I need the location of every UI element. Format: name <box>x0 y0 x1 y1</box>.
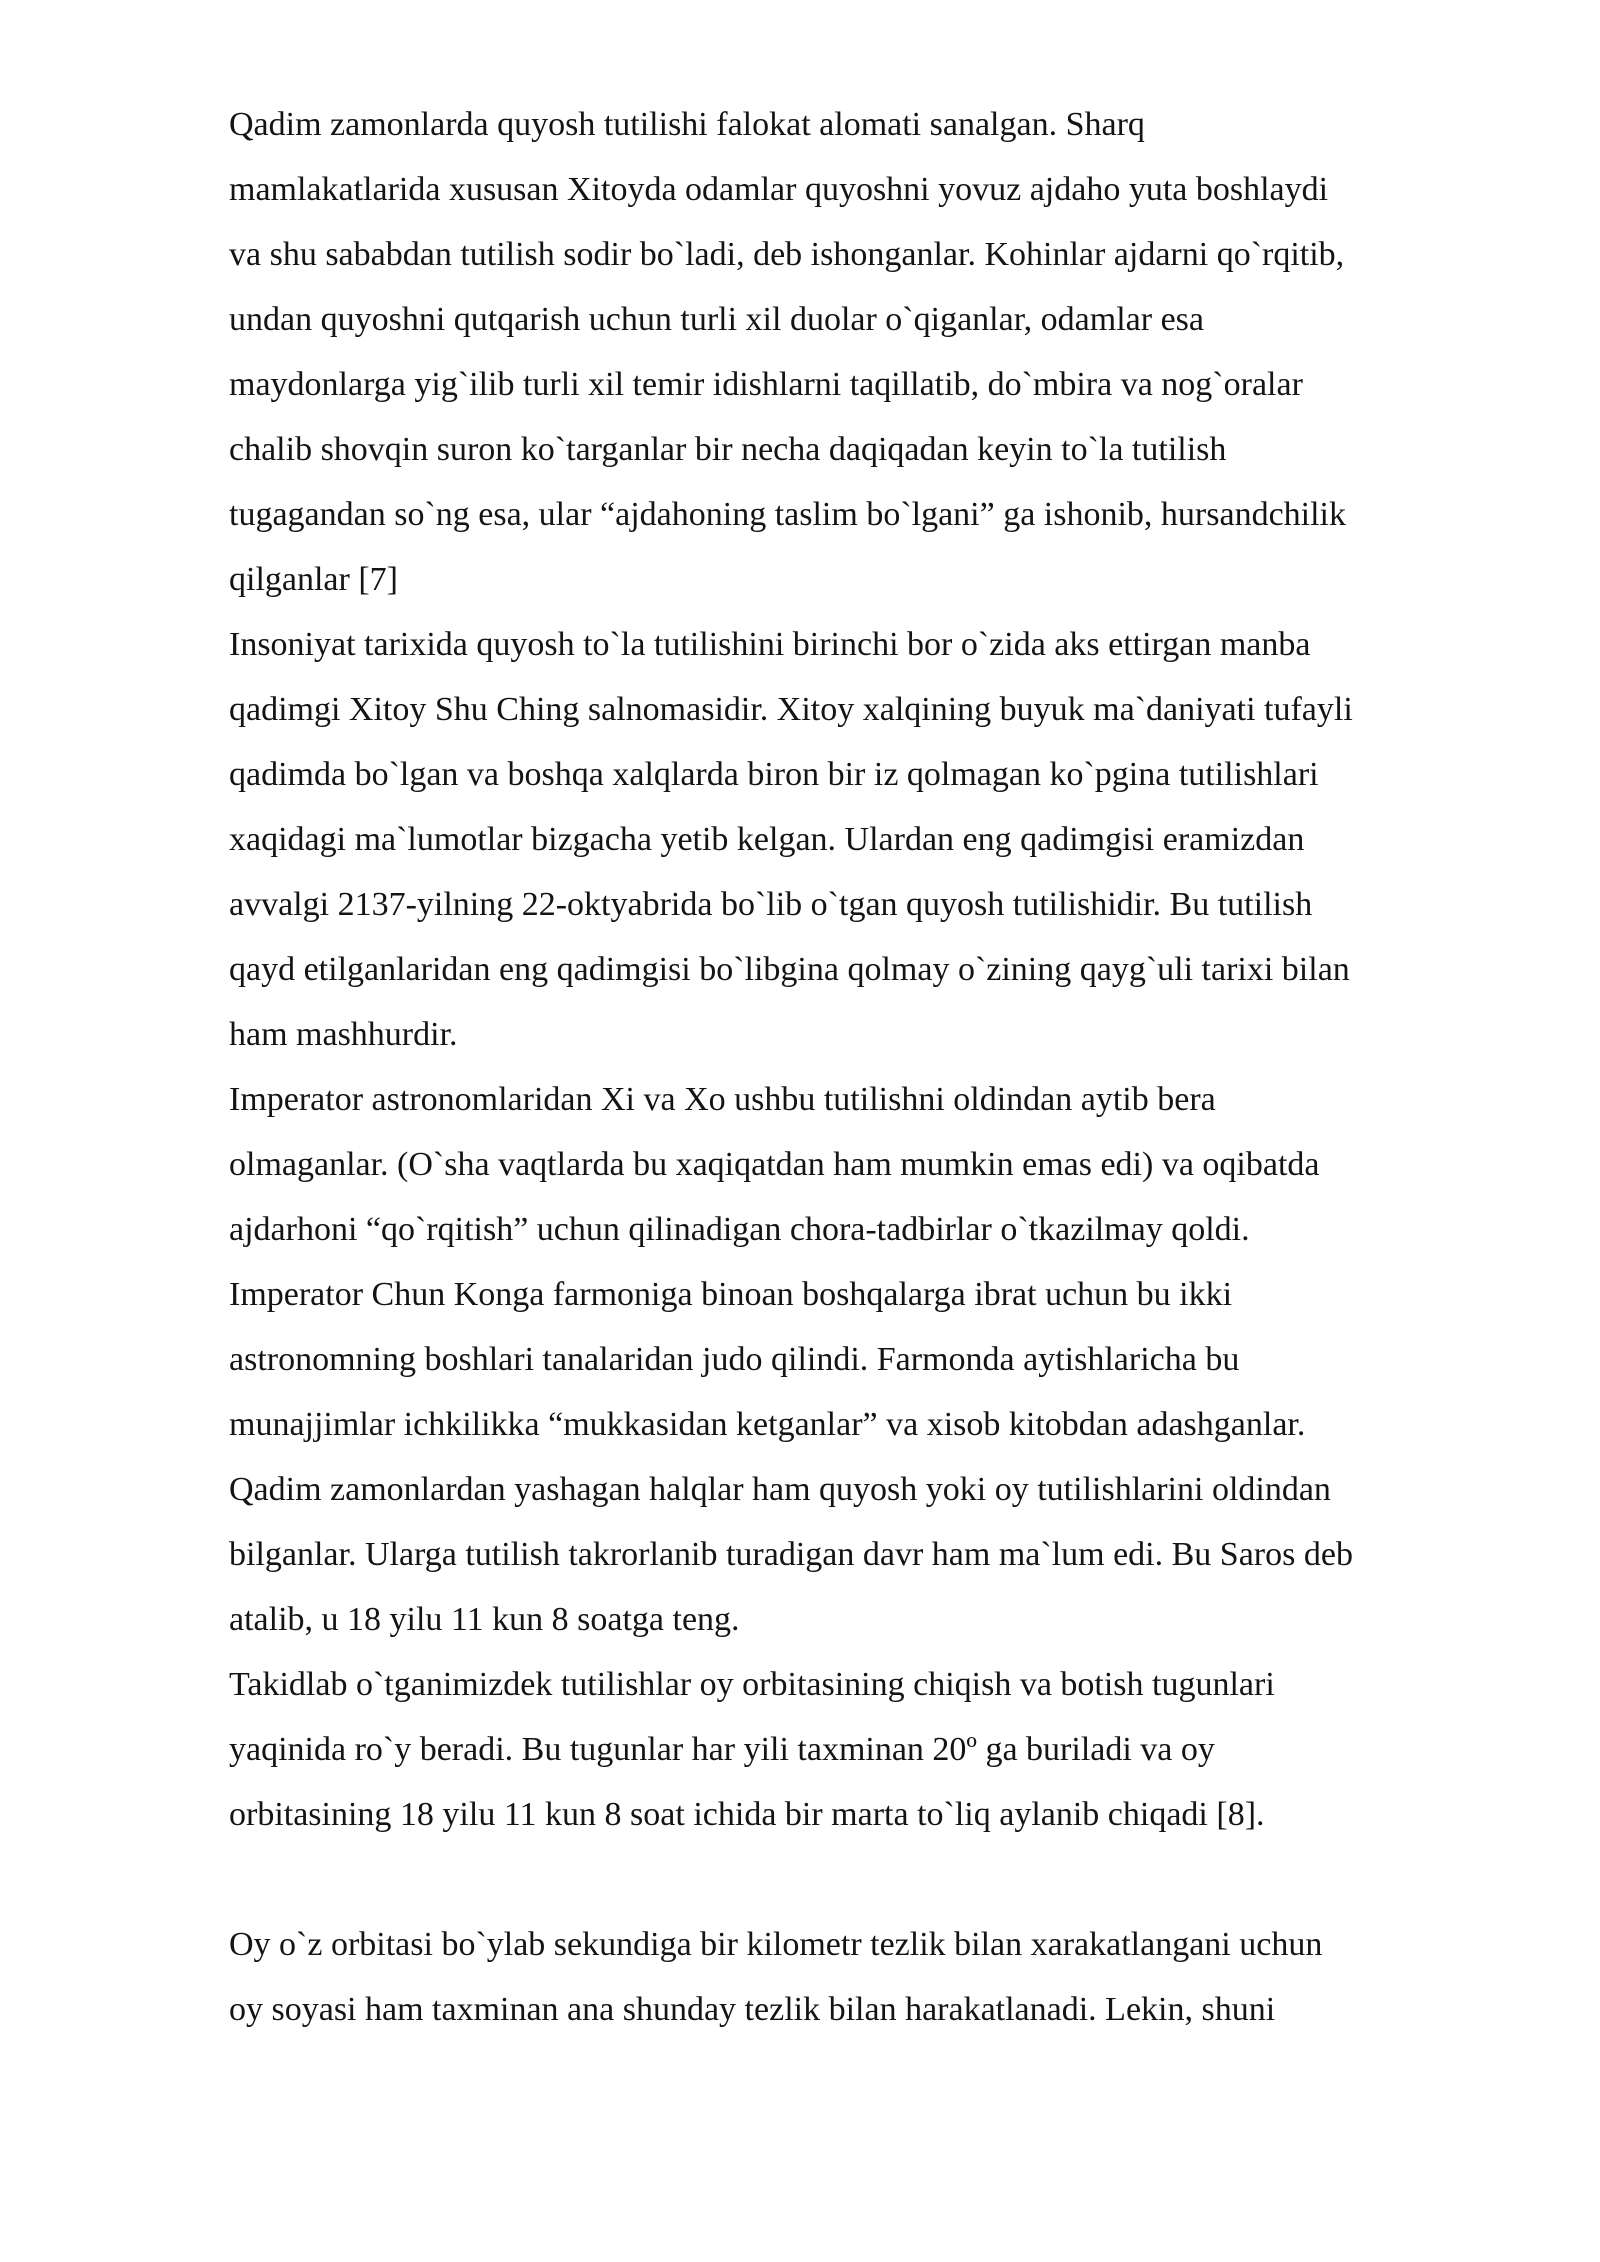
paragraph <box>229 1067 1499 1652</box>
text-line: qayd etilganlaridan eng qadimgisi bo`libgina qolmay o`zining qayg`uli tarixi bilan <box>229 951 1350 988</box>
text-line: Takidlab o`tganimizdek tutilishlar oy orbitasining chiqish va botish tugunlari <box>229 1666 1275 1703</box>
paragraph <box>229 1912 1499 2042</box>
text-line: qadimgi Xitoy Shu Ching salnomasidir. Xitoy xalqining buyuk ma`daniyati tufayli <box>229 691 1353 728</box>
text-line: maydonlarga yig`ilib turli xil temir idishlarni taqillatib, do`mbira va nog`oralar <box>229 366 1303 403</box>
text-line: atalib, u 18 yilu 11 kun 8 soatga teng. <box>229 1601 740 1638</box>
text-line: Qadim zamonlardan yashagan halqlar ham quyosh yoki oy tutilishlarini oldindan <box>229 1471 1331 1508</box>
text-line: ham mashhurdir. <box>229 1016 458 1053</box>
text-line: chalib shovqin suron ko`targanlar bir necha daqiqadan keyin to`la tutilish <box>229 431 1227 468</box>
paragraph <box>229 612 1499 1067</box>
text-line: Insoniyat tarixida quyosh to`la tutilishini birinchi bor o`zida aks ettirgan manba <box>229 626 1311 663</box>
text-line: orbitasining 18 yilu 11 kun 8 soat ichida bir marta to`liq aylanib chiqadi [8]. <box>229 1796 1265 1833</box>
text-line: Oy o`z orbitasi bo`ylab sekundiga bir kilometr tezlik bilan xarakatlangani uchun <box>229 1926 1323 1963</box>
paragraph-spacer <box>229 1847 1499 1912</box>
text-line: tugagandan so`ng esa, ular “ajdahoning taslim bo`lgani” ga ishonib, hursandchilik <box>229 496 1347 533</box>
text-line: bilganlar. Ularga tutilish takrorlanib turadigan davr ham ma`lum edi. Bu Saros deb <box>229 1536 1353 1573</box>
text-line: astronomning boshlari tanalaridan judo qilindi. Farmonda aytishlaricha bu <box>229 1341 1240 1378</box>
paragraph <box>229 1652 1499 1847</box>
text-line: oy soyasi ham taxminan ana shunday tezlik bilan harakatlanadi. Lekin, shuni <box>229 1991 1276 2028</box>
text-line: qadimda bo`lgan va boshqa xalqlarda biron bir iz qolmagan ko`pgina tutilishlari <box>229 756 1319 793</box>
text-line: munajjimlar ichkilikka “mukkasidan ketganlar” va xisob kitobdan adashganlar. <box>229 1406 1306 1443</box>
document-body <box>229 92 1499 2042</box>
text-line: va shu sababdan tutilish sodir bo`ladi, deb ishonganlar. Kohinlar ajdarni qo`rqitib, <box>229 236 1345 273</box>
text-line: avvalgi 2137-yilning 22-oktyabrida bo`lib o`tgan quyosh tutilishidir. Bu tutilish <box>229 886 1313 923</box>
text-line: ajdarhoni “qo`rqitish” uchun qilinadigan chora-tadbirlar o`tkazilmay qoldi. <box>229 1211 1250 1248</box>
text-line: Imperator Chun Konga farmoniga binoan boshqalarga ibrat uchun bu ikki <box>229 1276 1233 1313</box>
text-line: undan quyoshni qutqarish uchun turli xil duolar o`qiganlar, odamlar esa <box>229 301 1204 338</box>
text-line: mamlakatlarida xususan Xitoyda odamlar quyoshni yovuz ajdaho yuta boshlaydi <box>229 171 1329 208</box>
text-line: yaqinida ro`y beradi. Bu tugunlar har yili taxminan 20º ga buriladi va oy <box>229 1731 1215 1768</box>
text-line: olmaganlar. (O`sha vaqtlarda bu xaqiqatdan ham mumkin emas edi) va oqibatda <box>229 1146 1320 1183</box>
text-line: Qadim zamonlarda quyosh tutilishi falokat alomati sanalgan. Sharq <box>229 106 1145 143</box>
text-line: xaqidagi ma`lumotlar bizgacha yetib kelgan. Ulardan eng qadimgisi eramizdan <box>229 821 1305 858</box>
paragraph <box>229 92 1499 612</box>
text-line: Imperator astronomlaridan Xi va Xo ushbu tutilishni oldindan aytib bera <box>229 1081 1216 1118</box>
text-line: qilganlar [7] <box>229 561 398 598</box>
